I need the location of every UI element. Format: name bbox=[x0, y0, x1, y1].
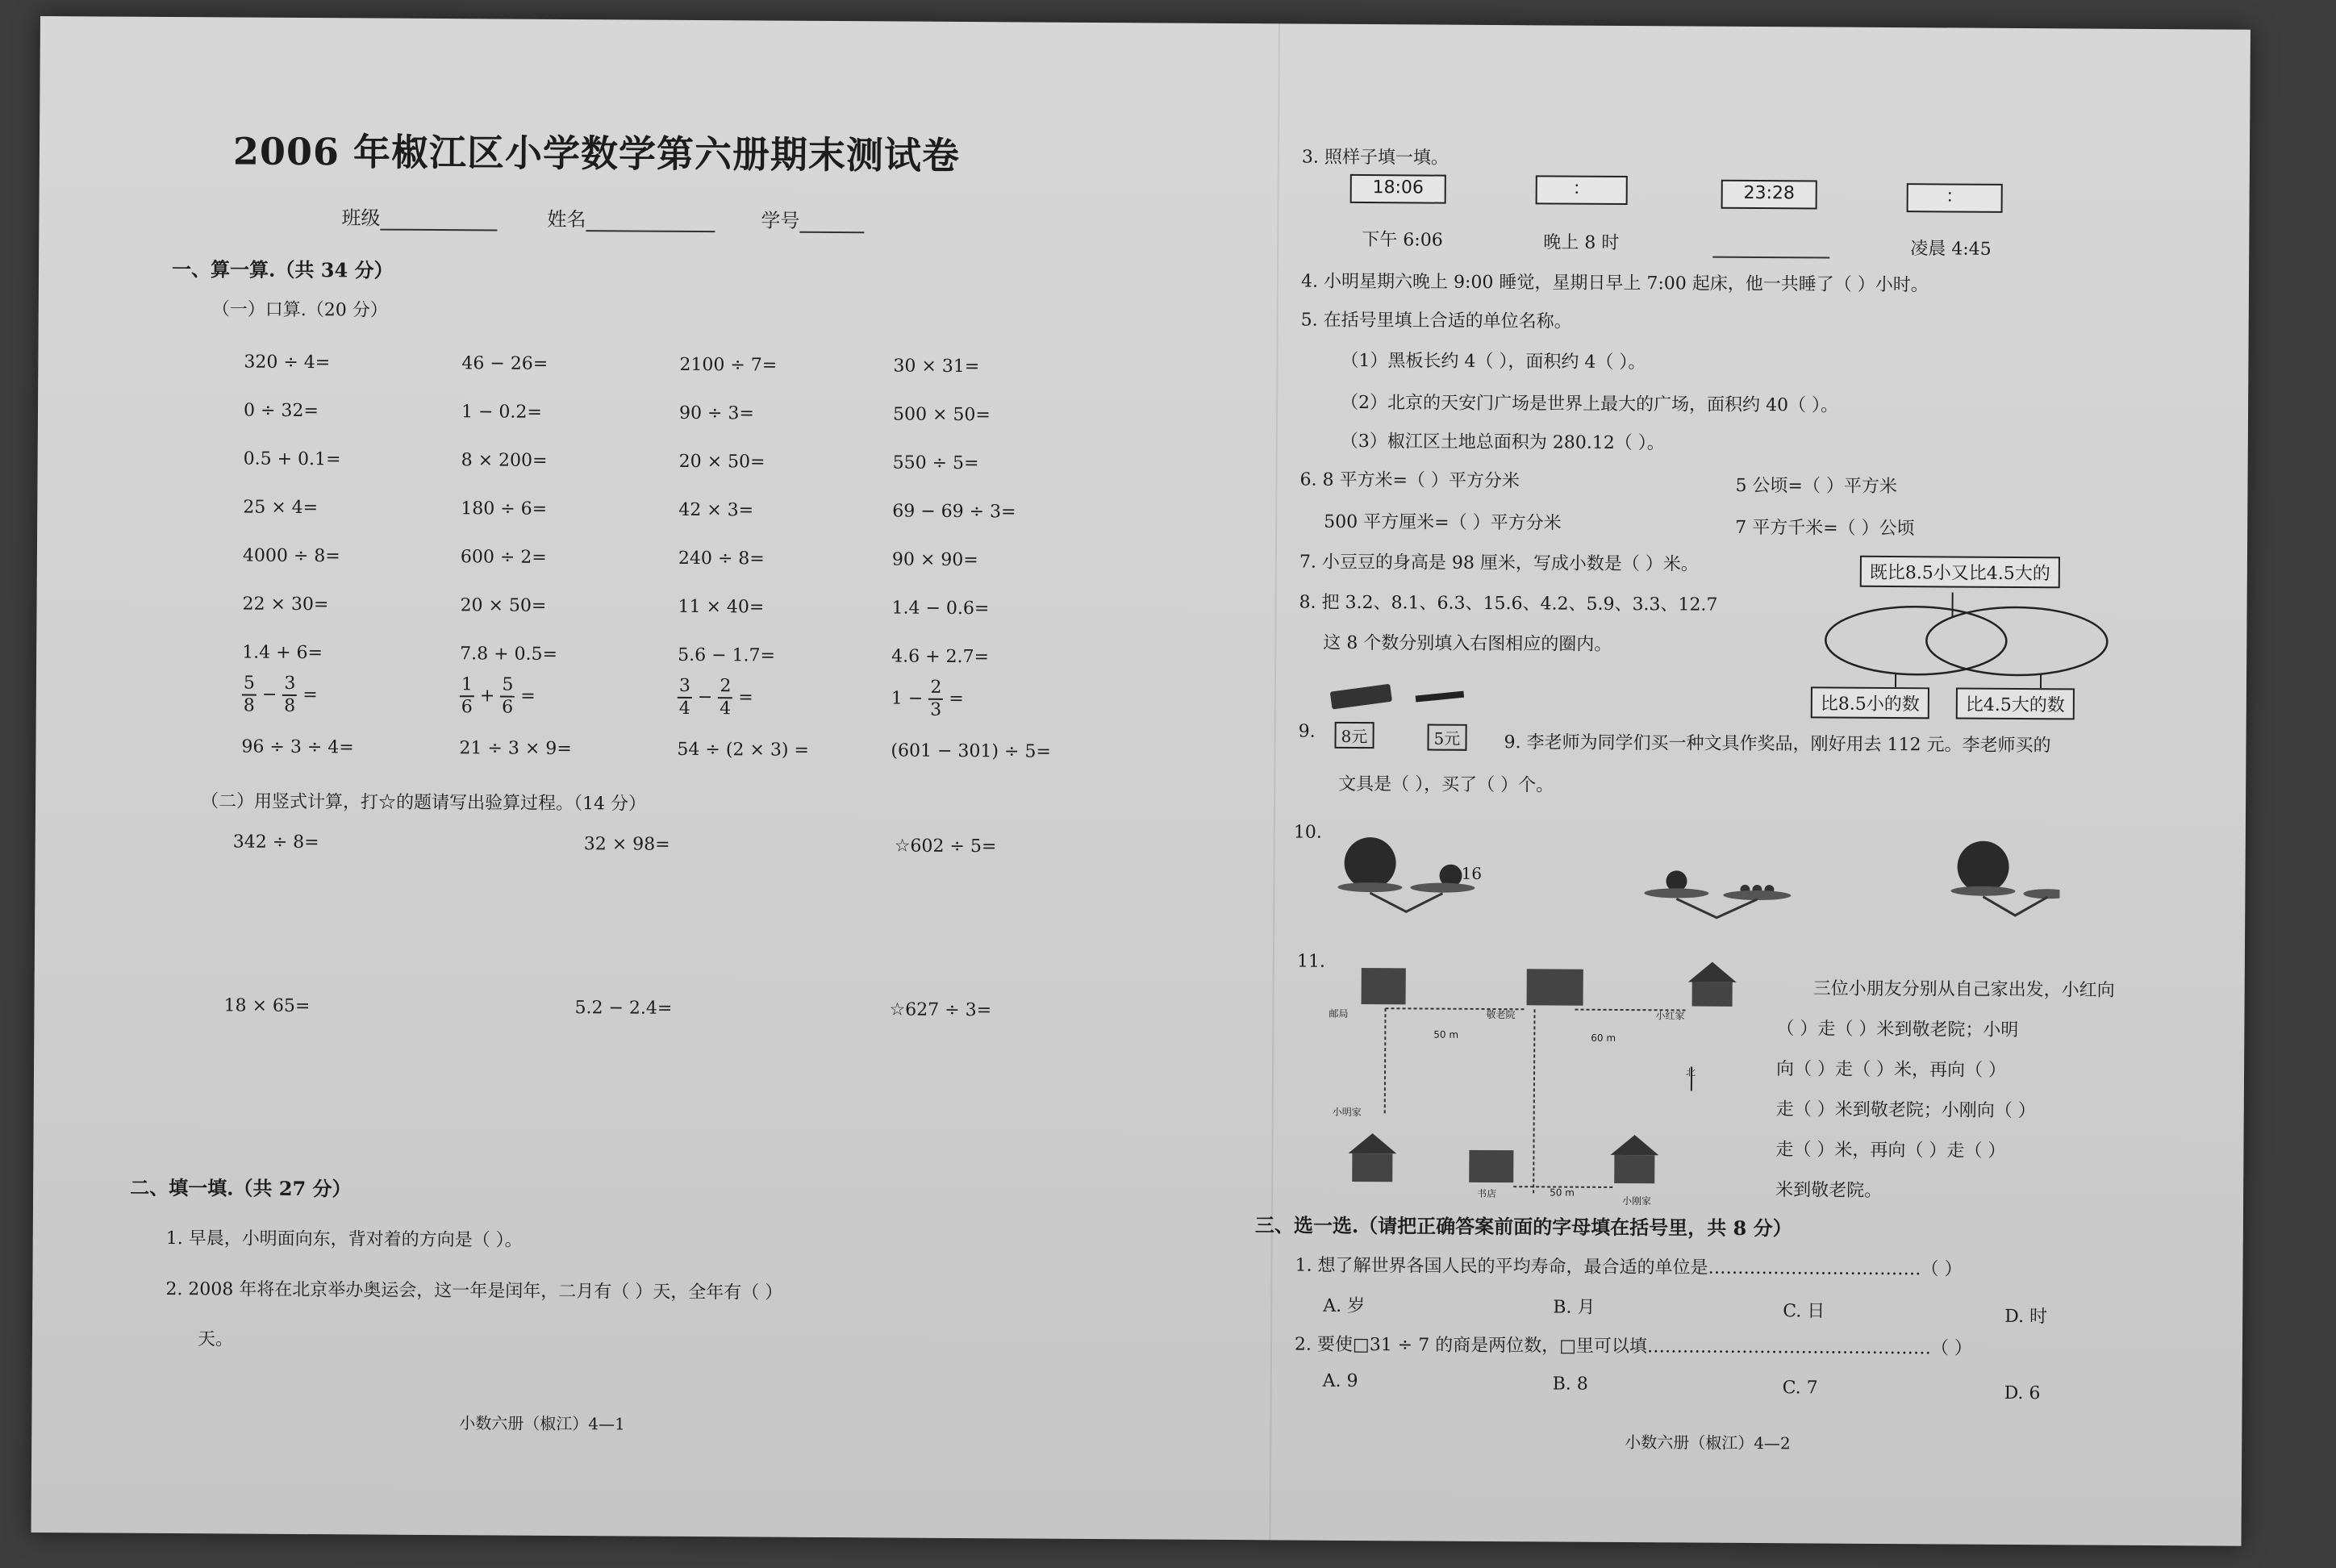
oral-problem: 20 × 50= bbox=[678, 451, 765, 473]
mixed-problem-2: 21 ÷ 3 × 9= bbox=[459, 738, 572, 760]
choice-2-option-b[interactable]: B. 8 bbox=[1552, 1374, 1588, 1395]
q11-line-1: 三位小朋友分别从自己家出发，小红向 bbox=[1812, 978, 2115, 1001]
q11-line-3: 向（ ）走（ ）米，再向（ ） bbox=[1775, 1059, 2007, 1081]
clock-label-3-blank[interactable] bbox=[1712, 256, 1829, 259]
map-label-nursing: 敬老院 bbox=[1486, 1008, 1516, 1021]
student-id-field[interactable] bbox=[761, 204, 864, 233]
choice-1-option-d[interactable]: D. 时 bbox=[2004, 1306, 2048, 1328]
digital-clock-3: 23:28 bbox=[1721, 180, 1817, 210]
oral-problem: 22 × 30= bbox=[242, 594, 329, 615]
oral-problem: 8 × 200= bbox=[461, 450, 548, 471]
nursing-home-icon bbox=[1527, 969, 1583, 1005]
xiaogang-house-roof bbox=[1610, 1135, 1658, 1155]
oral-problem: 180 ÷ 6= bbox=[461, 498, 548, 519]
post-office-icon bbox=[1362, 968, 1406, 1004]
clock-label-1: 下午 6:06 bbox=[1362, 230, 1443, 251]
q11-line-2: （ ）走（ ）米到敬老院；小明 bbox=[1776, 1019, 2019, 1041]
xiaohong-house-icon bbox=[1692, 982, 1733, 1007]
map-distance-2: 60 m bbox=[1591, 1032, 1616, 1044]
choice-question-1: 1. 想了解世界各国人民的平均寿命，最合适的单位是………………………………（ ） bbox=[1295, 1255, 1963, 1280]
question-6c: 500 平方厘米=（ ）平方分米 bbox=[1324, 511, 1562, 534]
pen-icon bbox=[1416, 691, 1464, 703]
choice-1-option-c[interactable]: C. 日 bbox=[1783, 1301, 1825, 1322]
choice-2-option-a[interactable]: A. 9 bbox=[1322, 1370, 1358, 1392]
exam-title: 2006 年椒江区小学数学第六册期末测试卷 bbox=[232, 129, 961, 177]
q11-line-6: 米到敬老院。 bbox=[1775, 1180, 1883, 1201]
fraction-problem-2: $\frac{1}{6}$ + $\frac{5}{6}$ = bbox=[461, 674, 536, 718]
mixed-problem-3: 54 ÷ (2 × 3) = bbox=[677, 739, 809, 761]
oral-problem: 25 × 4= bbox=[243, 497, 319, 519]
fill-question-2-cont: 天。 bbox=[197, 1329, 234, 1350]
fraction-problem-3: $\frac{3}{4}$ − $\frac{2}{4}$ = bbox=[678, 675, 753, 719]
venn-diagram bbox=[1815, 591, 2122, 690]
name-label: 姓名 bbox=[547, 207, 586, 231]
question-11: 11. bbox=[1296, 951, 1325, 972]
exam-paper bbox=[31, 16, 2250, 1546]
question-5-2: （2）北京的天安门广场是世界上最大的广场，面积约 40（ ）。 bbox=[1341, 392, 1839, 416]
oral-problem: 46 − 26= bbox=[461, 353, 549, 374]
fraction-problem-4: 1 − $\frac{2}{3}$ = bbox=[891, 677, 964, 720]
map-north: 北 bbox=[1685, 1066, 1696, 1078]
question-6a: 6. 8 平方米=（ ）平方分米 bbox=[1299, 469, 1520, 492]
fill-question-1: 1. 早晨，小明面向东，背对着的方向是（ ）。 bbox=[165, 1228, 523, 1251]
mixed-problem-4: (601 − 301) ÷ 5= bbox=[891, 740, 1051, 762]
footer-left: 小数六册（椒江）4—1 bbox=[459, 1413, 625, 1434]
fill-question-2: 2. 2008 年将在北京举办奥运会，这一年是闰年，二月有（ ）天，全年有（ ） bbox=[165, 1278, 783, 1303]
oral-problem: 240 ÷ 8= bbox=[678, 548, 765, 569]
question-8: 8. 把 3.2、8.1、6.3、15.6、4.2、5.9、3.3、12.7 bbox=[1299, 592, 1718, 615]
oral-problem: 550 ÷ 5= bbox=[892, 452, 979, 474]
map-label-xiaogang: 小刚家 bbox=[1622, 1195, 1652, 1207]
question-6b: 5 公顷=（ ）平方米 bbox=[1735, 475, 1897, 498]
oral-problem: 600 ÷ 2= bbox=[460, 547, 547, 568]
choice-2-option-c[interactable]: C. 7 bbox=[1782, 1378, 1818, 1399]
price-tag-8: 8元 bbox=[1334, 722, 1374, 749]
class-field[interactable] bbox=[341, 202, 497, 231]
weight-16: 16 bbox=[1461, 863, 1483, 883]
oral-problem: 90 × 90= bbox=[891, 549, 978, 571]
oral-problem: 1 − 0.2= bbox=[461, 402, 542, 423]
section-1-sub2: （二）用竖式计算，打☆的题请写出验算过程。（14 分） bbox=[200, 791, 647, 815]
question-3: 3. 照样子填一填。 bbox=[1301, 147, 1450, 169]
xiaoming-house-roof bbox=[1348, 1133, 1396, 1153]
map-label-bookstore: 书店 bbox=[1477, 1187, 1497, 1200]
oral-problem: 2100 ÷ 7= bbox=[679, 354, 778, 376]
oral-problem: 1.4 + 6= bbox=[242, 642, 323, 664]
balance-scale-illustration bbox=[1333, 819, 2060, 936]
bookstore-icon bbox=[1469, 1150, 1513, 1182]
q11-line-4: 走（ ）米到敬老院；小刚向（ ） bbox=[1775, 1099, 2036, 1122]
question-9: 9. 李老师为同学们买一种文具作奖品，刚好用去 112 元。李老师买的 bbox=[1504, 732, 2051, 757]
choice-2-option-d[interactable]: D. 6 bbox=[2004, 1382, 2041, 1404]
oral-problem: 5.6 − 1.7= bbox=[678, 644, 776, 666]
choice-1-option-a[interactable]: A. 岁 bbox=[1323, 1295, 1366, 1317]
map-label-xiaohong: 小红家 bbox=[1655, 1010, 1685, 1022]
xiaohong-house-roof bbox=[1688, 962, 1737, 982]
vertical-problem-4: 18 × 65= bbox=[223, 995, 311, 1017]
map-label-post: 邮局 bbox=[1329, 1007, 1349, 1020]
oral-problem: 20 × 50= bbox=[460, 595, 547, 616]
vertical-problem-2: 32 × 98= bbox=[583, 834, 670, 855]
footer-right: 小数六册（椒江）4—2 bbox=[1625, 1432, 1791, 1453]
question-4: 4. 小明星期六晚上 9:00 睡觉，星期日早上 7:00 起床，他一共睡了（ ）小时。 bbox=[1300, 271, 1929, 296]
oral-problem: 1.4 − 0.6= bbox=[891, 598, 990, 619]
watermelon-icon-2 bbox=[1957, 841, 2009, 893]
xiaoming-house-icon bbox=[1352, 1153, 1392, 1182]
oral-problem: 4000 ÷ 8= bbox=[242, 545, 340, 567]
question-5-3: （3）椒江区土地总面积为 280.12（ ）。 bbox=[1340, 431, 1665, 454]
oral-problem: 30 × 31= bbox=[893, 356, 980, 377]
section-3-heading: 三、选一选.（请把正确答案前面的字母填在括号里，共 8 分） bbox=[1254, 1213, 1792, 1241]
vertical-problem-1: 342 ÷ 8= bbox=[232, 832, 319, 853]
clock-label-2: 晚上 8 时 bbox=[1543, 232, 1620, 253]
vertical-problem-3: ☆602 ÷ 5= bbox=[894, 836, 997, 857]
oral-problem: 69 − 69 ÷ 3= bbox=[892, 501, 1016, 523]
map-distance-1: 50 m bbox=[1433, 1028, 1459, 1040]
oral-problem: 90 ÷ 3= bbox=[678, 402, 754, 424]
route-map bbox=[1324, 952, 1769, 1212]
vertical-problem-5: 5.2 − 2.4= bbox=[574, 998, 673, 1019]
section-1-sub1: （一）口算.（20 分） bbox=[211, 299, 388, 321]
digital-clock-1: 18:06 bbox=[1350, 174, 1446, 204]
map-label-xiaoming: 小明家 bbox=[1332, 1106, 1362, 1119]
vertical-problem-6: ☆627 ÷ 3= bbox=[889, 999, 992, 1021]
fraction-problem-1: $\frac{5}{8}$ − $\frac{3}{8}$ = bbox=[243, 673, 318, 716]
oral-problem: 0 ÷ 32= bbox=[243, 400, 319, 422]
question-10: 10. bbox=[1293, 822, 1322, 843]
q11-line-5: 走（ ）米，再向（ ）走（ ） bbox=[1775, 1140, 2006, 1161]
question-5-1: （1）黑板长约 4（ ），面积约 4（ ）。 bbox=[1341, 350, 1646, 373]
class-label: 班级 bbox=[341, 206, 381, 230]
choice-question-2: 2. 要使□31 ÷ 7 的商是两位数，□里可以填…………………………………………（ ） bbox=[1294, 1334, 1972, 1359]
question-7: 7. 小豆豆的身高是 98 厘米，写成小数是（ ）米。 bbox=[1299, 552, 1699, 575]
price-tag-5: 5元 bbox=[1427, 724, 1466, 751]
oral-problem: 11 × 40= bbox=[678, 596, 765, 618]
question-6d: 7 平方千米=（ ）公顷 bbox=[1735, 517, 1915, 540]
venn-right-circle bbox=[1926, 607, 2108, 675]
venn-left-circle bbox=[1825, 607, 2007, 675]
question-5: 5. 在括号里填上合适的单位名称。 bbox=[1300, 310, 1572, 332]
oral-problem: 320 ÷ 4= bbox=[244, 352, 331, 373]
question-9-cont: 文具是（ ），买了（ ）个。 bbox=[1338, 774, 1554, 796]
xiaogang-house-icon bbox=[1614, 1155, 1654, 1183]
watermelon-icon bbox=[1344, 837, 1395, 889]
pencil-case-icon bbox=[1330, 684, 1392, 710]
section-1-heading: 一、算一算.（共 34 分） bbox=[171, 257, 394, 282]
id-label: 学号 bbox=[761, 209, 800, 232]
digital-clock-4[interactable]: ： bbox=[1907, 183, 2003, 213]
oral-problem: 0.5 + 0.1= bbox=[243, 448, 341, 470]
venn-right-label: 比4.5大的数 bbox=[1956, 688, 2075, 720]
q9-number: 9. bbox=[1298, 721, 1316, 742]
question-8-cont: 这 8 个数分别填入右图相应的圈内。 bbox=[1323, 632, 1612, 655]
venn-top-label: 既比8.5小又比4.5大的 bbox=[1860, 556, 2060, 589]
name-field[interactable] bbox=[547, 203, 715, 232]
mixed-problem-1: 96 ÷ 3 ÷ 4= bbox=[241, 736, 354, 758]
clock-label-4: 凌晨 4:45 bbox=[1910, 239, 1992, 260]
section-2-heading: 二、填一填.（共 27 分） bbox=[130, 1175, 352, 1201]
oral-problem: 500 × 50= bbox=[892, 404, 991, 426]
choice-1-option-b[interactable]: B. 月 bbox=[1553, 1297, 1596, 1318]
oral-problem: 42 × 3= bbox=[678, 499, 754, 521]
page-fold bbox=[1269, 23, 1279, 1540]
map-distance-3: 50 m bbox=[1550, 1186, 1575, 1199]
oral-problem: 4.6 + 2.7= bbox=[891, 646, 990, 668]
venn-left-label: 比8.5小的数 bbox=[1811, 686, 1929, 719]
oral-problem: 7.8 + 0.5= bbox=[460, 644, 558, 665]
digital-clock-2[interactable]: ： bbox=[1536, 175, 1628, 205]
